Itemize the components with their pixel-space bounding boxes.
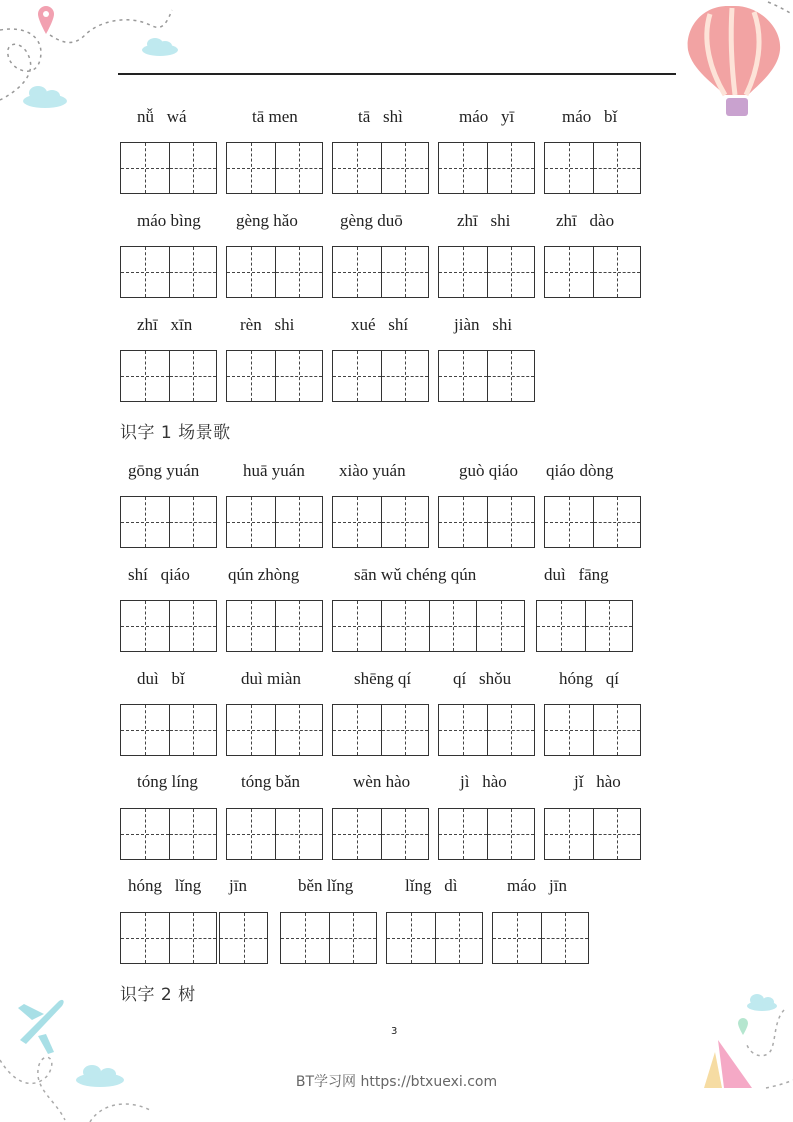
tianzige-cell[interactable]: [227, 247, 275, 297]
tianzige-cell[interactable]: [593, 247, 641, 297]
pinyin-label: qún zhòng: [228, 565, 300, 584]
tianzige-cell[interactable]: [275, 247, 323, 297]
tianzige-cell[interactable]: [487, 497, 535, 547]
tianzige-cell[interactable]: [227, 497, 275, 547]
tianzige-cell[interactable]: [227, 351, 275, 401]
writing-grid[interactable]: [544, 808, 641, 860]
tianzige-cell[interactable]: [169, 809, 217, 859]
airplane-icon: [18, 1000, 64, 1054]
tianzige-cell[interactable]: [381, 705, 429, 755]
writing-grid[interactable]: [332, 704, 429, 756]
pinyin-label: huā yuán: [243, 461, 305, 480]
pinyin-label: hóng qí: [559, 669, 619, 688]
pinyin-label: máo bǐ: [562, 107, 618, 126]
writing-grid[interactable]: [226, 246, 323, 298]
writing-grid[interactable]: [226, 142, 323, 194]
tianzige-cell[interactable]: [169, 913, 217, 963]
tianzige-cell[interactable]: [333, 705, 381, 755]
tianzige-cell[interactable]: [333, 143, 381, 193]
writing-grid[interactable]: [544, 704, 641, 756]
pinyin-label: xué shí: [351, 315, 409, 334]
pinyin-label: lǐng dì: [405, 876, 458, 895]
tianzige-cell[interactable]: [429, 601, 477, 651]
section-heading: 识字 1 场景歌: [120, 423, 231, 443]
writing-grid[interactable]: [226, 496, 323, 548]
writing-grid[interactable]: [120, 142, 217, 194]
header-rule: [118, 73, 676, 75]
map-pin-icon: [738, 1018, 748, 1035]
pinyin-label: rèn shi: [240, 315, 295, 334]
writing-grid[interactable]: [544, 246, 641, 298]
tianzige-cell[interactable]: [541, 913, 589, 963]
writing-grid[interactable]: [332, 808, 429, 860]
cloud-icon: [23, 86, 67, 108]
writing-grid[interactable]: [438, 142, 535, 194]
pinyin-label: xiào yuán: [339, 461, 406, 480]
pinyin-label: tóng líng: [137, 772, 198, 791]
corner-decoration-top-left: [0, 0, 200, 120]
tianzige-cell[interactable]: [381, 247, 429, 297]
tianzige-cell[interactable]: [121, 351, 169, 401]
writing-grid[interactable]: [332, 142, 429, 194]
pinyin-label: jǐ hào: [574, 772, 621, 791]
writing-grid[interactable]: [544, 496, 641, 548]
tianzige-cell[interactable]: [275, 809, 323, 859]
tianzige-cell[interactable]: [169, 247, 217, 297]
tianzige-cell[interactable]: [169, 705, 217, 755]
pinyin-label: shí qiáo: [128, 565, 190, 584]
writing-grid[interactable]: [332, 600, 525, 652]
pinyin-label: qiáo dòng: [546, 461, 614, 480]
tianzige-cell[interactable]: [537, 601, 585, 651]
tianzige-cell[interactable]: [593, 705, 641, 755]
tianzige-cell[interactable]: [487, 705, 535, 755]
tianzige-cell[interactable]: [439, 351, 487, 401]
tianzige-cell[interactable]: [121, 601, 169, 651]
tianzige-cell[interactable]: [220, 913, 267, 963]
section-heading: 识字 2 树: [120, 985, 196, 1005]
writing-grid[interactable]: [226, 350, 323, 402]
tianzige-cell[interactable]: [227, 601, 275, 651]
pinyin-label: shēng qí: [354, 669, 412, 688]
writing-grid[interactable]: [332, 350, 429, 402]
tianzige-cell[interactable]: [545, 143, 593, 193]
tianzige-cell[interactable]: [275, 705, 323, 755]
sailboat-decoration: [680, 980, 793, 1122]
pinyin-label: guò qiáo: [459, 461, 519, 480]
map-pin-icon: [38, 6, 54, 34]
tianzige-cell[interactable]: [333, 601, 381, 651]
writing-grid[interactable]: [438, 246, 535, 298]
tianzige-cell[interactable]: [169, 601, 217, 651]
pinyin-label: sān wǔ chéng qún: [354, 565, 477, 584]
tianzige-cell[interactable]: [476, 601, 524, 651]
tianzige-cell[interactable]: [439, 705, 487, 755]
tianzige-cell[interactable]: [435, 913, 483, 963]
pinyin-label: hóng lǐng: [128, 876, 202, 895]
tianzige-cell[interactable]: [333, 247, 381, 297]
writing-grid[interactable]: [536, 600, 633, 652]
tianzige-cell[interactable]: [439, 247, 487, 297]
tianzige-cell[interactable]: [487, 247, 535, 297]
pinyin-label: zhī dào: [556, 211, 615, 230]
pinyin-label: zhī shi: [457, 211, 511, 230]
tianzige-cell[interactable]: [439, 143, 487, 193]
pinyin-label: duì fāng: [544, 565, 609, 584]
tianzige-cell[interactable]: [381, 497, 429, 547]
tianzige-cell[interactable]: [545, 247, 593, 297]
writing-grid[interactable]: [226, 704, 323, 756]
tianzige-cell[interactable]: [281, 913, 329, 963]
cloud-icon: [142, 38, 178, 56]
pinyin-label: jīn: [229, 876, 247, 895]
writing-grid[interactable]: [332, 496, 429, 548]
pinyin-label: jì hào: [460, 772, 507, 791]
pinyin-label: běn lǐng: [298, 876, 354, 895]
writing-grid[interactable]: [438, 704, 535, 756]
writing-grid[interactable]: [219, 912, 268, 964]
writing-grid[interactable]: [120, 246, 217, 298]
tianzige-cell[interactable]: [493, 913, 541, 963]
tianzige-cell[interactable]: [227, 705, 275, 755]
tianzige-cell[interactable]: [545, 705, 593, 755]
tianzige-cell[interactable]: [275, 143, 323, 193]
tianzige-cell[interactable]: [169, 143, 217, 193]
tianzige-cell[interactable]: [121, 247, 169, 297]
writing-grid[interactable]: [544, 142, 641, 194]
pinyin-label: máo yī: [459, 107, 515, 126]
tianzige-cell[interactable]: [169, 351, 217, 401]
tianzige-cell[interactable]: [275, 497, 323, 547]
pinyin-label: qí shǒu: [453, 669, 512, 688]
pinyin-label: nǚ wá: [137, 107, 187, 126]
tianzige-cell[interactable]: [381, 809, 429, 859]
tianzige-cell[interactable]: [329, 913, 377, 963]
footer-watermark: BT学习网 https://btxuexi.com: [295, 1074, 498, 1090]
tianzige-cell[interactable]: [169, 497, 217, 547]
writing-grid[interactable]: [120, 600, 217, 652]
writing-grid[interactable]: [492, 912, 589, 964]
writing-grid[interactable]: [438, 808, 535, 860]
tianzige-cell[interactable]: [545, 497, 593, 547]
writing-grid[interactable]: [386, 912, 483, 964]
tianzige-cell[interactable]: [227, 143, 275, 193]
tianzige-cell[interactable]: [121, 809, 169, 859]
tianzige-cell[interactable]: [487, 143, 535, 193]
pinyin-label: máo jīn: [507, 876, 567, 895]
pinyin-label: gèng hǎo: [236, 211, 298, 230]
tianzige-cell[interactable]: [333, 809, 381, 859]
tianzige-cell[interactable]: [227, 809, 275, 859]
tianzige-cell[interactable]: [381, 601, 429, 651]
tianzige-cell[interactable]: [381, 351, 429, 401]
tianzige-cell[interactable]: [593, 497, 641, 547]
tianzige-cell[interactable]: [593, 143, 641, 193]
pinyin-label: tóng bǎn: [241, 772, 301, 791]
pinyin-label: duì miàn: [241, 669, 301, 688]
tianzige-cell[interactable]: [333, 351, 381, 401]
writing-grid[interactable]: [226, 808, 323, 860]
tianzige-cell[interactable]: [387, 913, 435, 963]
writing-grid[interactable]: [332, 246, 429, 298]
tianzige-cell[interactable]: [381, 143, 429, 193]
writing-grid[interactable]: [120, 912, 217, 964]
tianzige-cell[interactable]: [487, 809, 535, 859]
hot-air-balloon-icon: [680, 0, 793, 125]
tianzige-cell[interactable]: [121, 143, 169, 193]
pinyin-label: tā shì: [358, 107, 403, 126]
pinyin-label: tā men: [252, 107, 298, 126]
pinyin-label: zhī xīn: [137, 315, 193, 334]
tianzige-cell[interactable]: [439, 809, 487, 859]
page-number: 3: [391, 1026, 398, 1037]
writing-grid[interactable]: [120, 704, 217, 756]
writing-grid[interactable]: [438, 350, 535, 402]
writing-grid[interactable]: [226, 600, 323, 652]
tianzige-cell[interactable]: [545, 809, 593, 859]
tianzige-cell[interactable]: [121, 705, 169, 755]
writing-grid[interactable]: [120, 808, 217, 860]
pinyin-label: duì bǐ: [137, 669, 185, 688]
tianzige-cell[interactable]: [487, 351, 535, 401]
cloud-icon: [747, 994, 777, 1011]
pinyin-label: wèn hào: [353, 772, 411, 791]
pinyin-label: máo bìng: [137, 211, 201, 230]
pinyin-label: gèng duō: [340, 211, 403, 230]
tianzige-cell[interactable]: [585, 601, 633, 651]
tianzige-cell[interactable]: [121, 497, 169, 547]
tianzige-cell[interactable]: [121, 913, 169, 963]
pinyin-label: gōng yuán: [128, 461, 200, 480]
tianzige-cell[interactable]: [439, 497, 487, 547]
writing-grid[interactable]: [438, 496, 535, 548]
tianzige-cell[interactable]: [333, 497, 381, 547]
pinyin-label: jiàn shi: [454, 315, 513, 334]
writing-grid[interactable]: [120, 496, 217, 548]
tianzige-cell[interactable]: [275, 601, 323, 651]
writing-grid[interactable]: [280, 912, 377, 964]
writing-grid[interactable]: [120, 350, 217, 402]
tianzige-cell[interactable]: [275, 351, 323, 401]
tianzige-cell[interactable]: [593, 809, 641, 859]
